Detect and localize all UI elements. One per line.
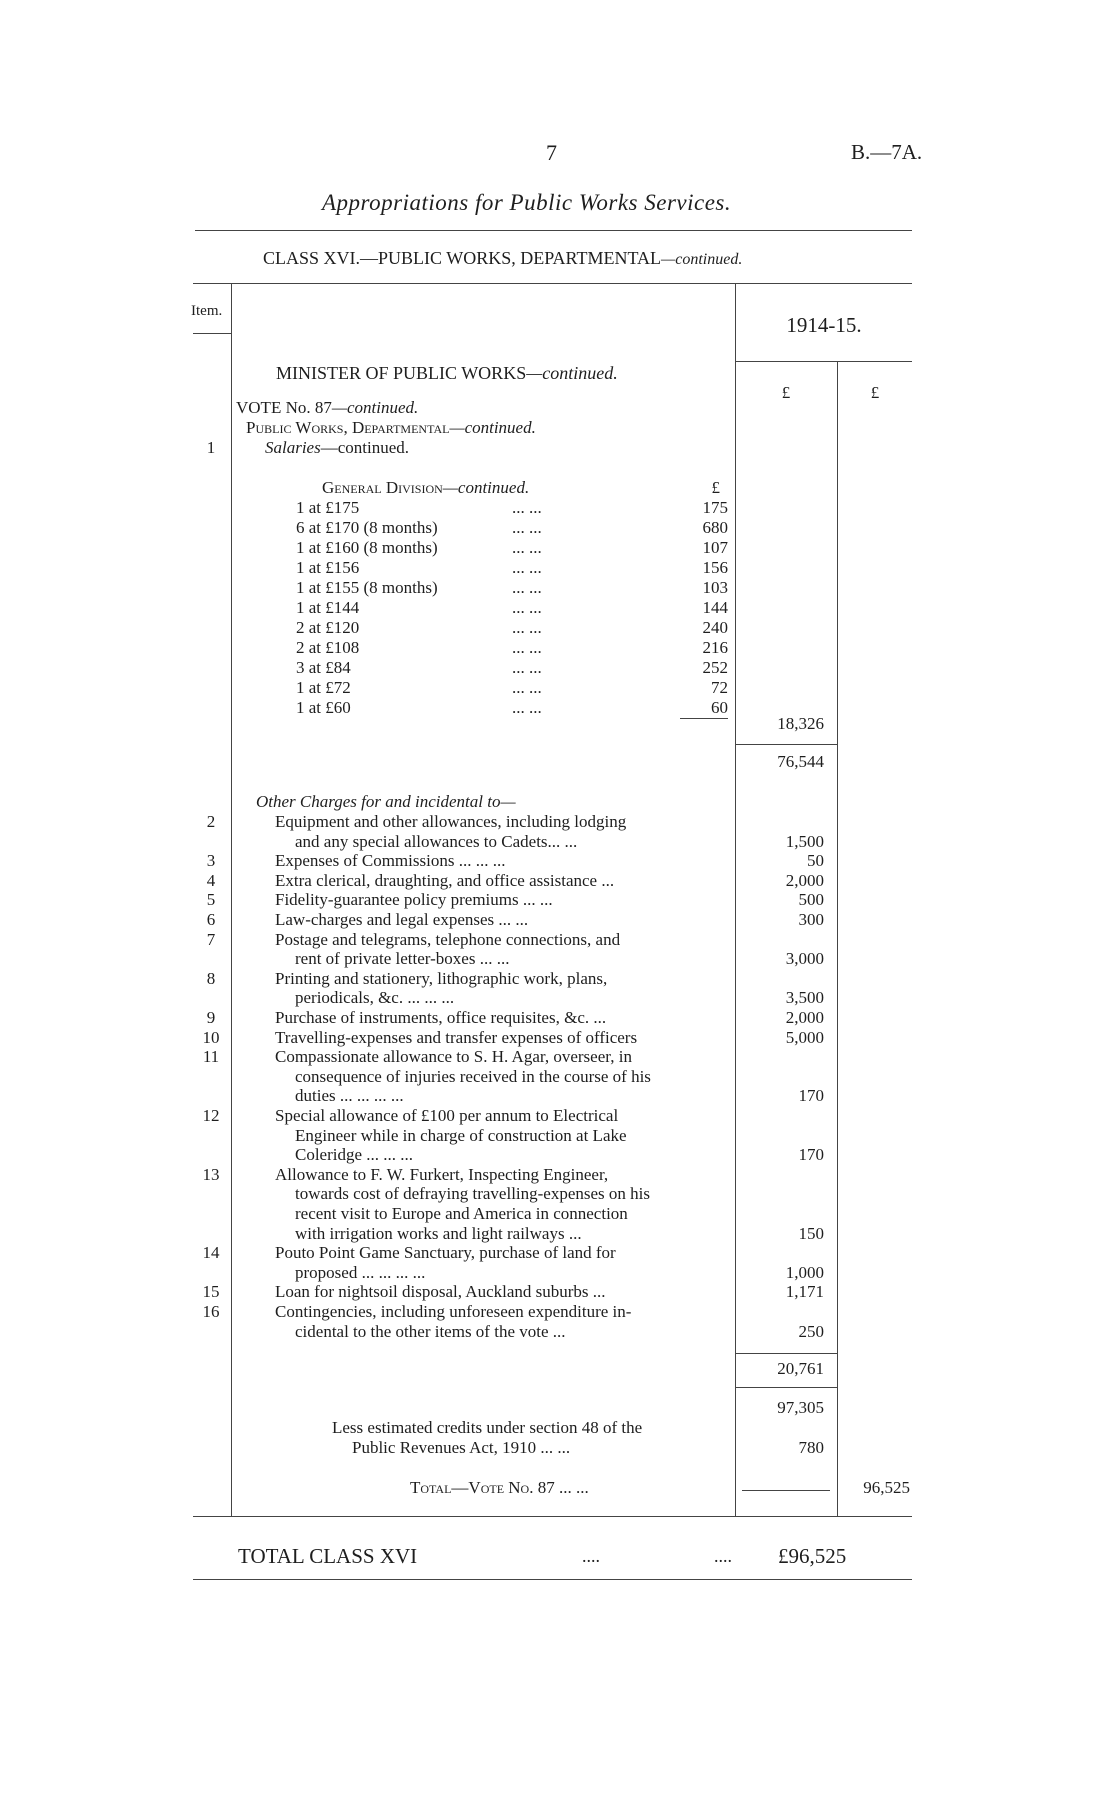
charge-item-amount: 1,171 (785, 1282, 824, 1301)
charge-item-amount: 500 (798, 890, 824, 909)
class-total-dots-2: .... (714, 1546, 732, 1566)
charge-item-text: Engineer while in charge of construction at Lake (295, 1126, 627, 1145)
charge-item-amount: 170 (798, 1086, 824, 1105)
charge-item-amount: 170 (798, 1145, 824, 1164)
charge-item-number: 5 (206, 890, 216, 909)
salary-row-dots: ... ... (512, 698, 542, 717)
salary-row-amount: 252 (702, 658, 728, 677)
charge-item-number: 10 (202, 1028, 220, 1047)
other-charges-subtotal: 20,761 (777, 1359, 824, 1378)
charge-item-amount: 250 (798, 1322, 824, 1341)
salary-row-dots: ... ... (512, 578, 542, 597)
less-credits-line-1: Less estimated credits under section 48 of the (332, 1418, 643, 1437)
charge-item-text: duties ... ... ... ... (295, 1086, 404, 1105)
charge-item-text: Special allowance of £100 per annum to Electrical (275, 1106, 619, 1125)
charge-item-text: Purchase of instruments, office requisites, &c. ... (275, 1008, 607, 1027)
charge-item-number: 16 (202, 1302, 220, 1321)
vote-continued: —continued. (331, 398, 419, 417)
charge-item-number: 13 (202, 1165, 220, 1184)
salary-row-label: 6 at £170 (8 months) (296, 518, 438, 537)
charge-item-text: cidental to the other items of the vote ... (295, 1322, 566, 1341)
charge-item-text: proposed ... ... ... ... (295, 1263, 426, 1282)
vote-title: VOTE No. 87 (236, 398, 332, 417)
public-works-continued: —continued. (449, 418, 536, 437)
vote-total-label: Total—Vote No. 87 ... ... (410, 1478, 589, 1497)
charge-item-text: Contingencies, including unforeseen expenditure in- (275, 1302, 632, 1321)
salary-row-amount: 107 (702, 538, 728, 557)
year-column-divider (735, 283, 736, 1516)
charge-item-amount: 5,000 (785, 1028, 824, 1047)
left-border (231, 283, 232, 1516)
general-division-continued: —continued. (442, 478, 530, 497)
salary-row-label: 1 at £144 (296, 598, 360, 617)
charge-item-text: Equipment and other allowances, including lodging (275, 812, 627, 831)
other-charges-rule (735, 1353, 837, 1354)
salary-row-amount: 72 (711, 678, 728, 697)
charge-item-amount: 50 (807, 851, 824, 870)
class-total-dots-1: .... (582, 1546, 600, 1566)
gross-total: 97,305 (777, 1398, 824, 1417)
salaries-continued: —continued. (320, 438, 410, 457)
other-charges-subtotal-rule (735, 1387, 837, 1388)
salaries-subtotal: 18,326 (777, 714, 824, 733)
minister-title: MINISTER OF PUBLIC WORKS (276, 363, 527, 383)
pound-header-2: £ (870, 383, 880, 402)
page-title: Appropriations for Public Works Services. (322, 190, 732, 215)
charge-item-number: 4 (206, 871, 216, 890)
salaries-total: 76,544 (777, 752, 824, 771)
salary-row-dots: ... ... (512, 498, 542, 517)
salary-row-amount: 240 (702, 618, 728, 637)
charge-item-amount: 1,500 (785, 832, 824, 851)
salary-row-amount: 156 (702, 558, 728, 577)
item-number-1: 1 (206, 438, 216, 457)
charge-item-text: Travelling-expenses and transfer expenses of officers (275, 1028, 638, 1047)
charge-item-text: periodicals, &c. ... ... ... (295, 988, 455, 1007)
class-total-amount: £96,525 (778, 1544, 847, 1568)
charge-item-amount: 1,000 (785, 1263, 824, 1282)
class-heading-text: CLASS XVI.—PUBLIC WORKS, DEPARTMENTAL (263, 248, 662, 268)
charge-item-text: Allowance to F. W. Furkert, Inspecting Engineer, (275, 1165, 609, 1184)
vote-subheading (246, 418, 536, 438)
charge-item-amount: 3,500 (785, 988, 824, 1007)
charge-item-number: 8 (206, 969, 216, 988)
general-division-underline (680, 718, 728, 719)
class-heading-continued: —continued. (661, 251, 743, 268)
charge-item-amount: 3,000 (785, 949, 824, 968)
charge-item-text: Fidelity-guarantee policy premiums ... ... (275, 890, 553, 909)
header-rule (193, 283, 912, 284)
salary-row-dots: ... ... (512, 538, 542, 557)
charge-item-text: Compassionate allowance to S. H. Agar, overseer, in (275, 1047, 632, 1066)
charge-item-number: 12 (202, 1106, 220, 1125)
charge-item-amount: 150 (798, 1224, 824, 1243)
class-total-label: TOTAL CLASS XVI (238, 1544, 418, 1568)
charge-item-text: Printing and stationery, lithographic work, plans, (275, 969, 608, 988)
salary-row-label: 1 at £60 (296, 698, 351, 717)
salaries-label: Salaries (265, 438, 321, 457)
general-division-pound: £ (711, 478, 720, 497)
general-division-label: General Division (322, 478, 443, 497)
salary-row-dots: ... ... (512, 678, 542, 697)
charge-item-text: Coleridge ... ... ... (295, 1145, 414, 1164)
table-bottom-rule (193, 1516, 912, 1517)
vote-total-amount: 96,525 (863, 1478, 910, 1497)
charge-item-text: with irrigation works and light railways ... (295, 1224, 582, 1243)
public-works-departmental: Public Works, Departmental (246, 418, 450, 437)
charge-item-number: 15 (202, 1282, 220, 1301)
vote-heading (236, 398, 418, 418)
charge-item-amount: 2,000 (785, 1008, 824, 1027)
salary-row-amount: 60 (711, 698, 728, 717)
salary-row-label: 3 at £84 (296, 658, 351, 677)
vote-total-dash (742, 1490, 830, 1491)
minister-heading (276, 363, 618, 383)
pound-column-divider (837, 362, 838, 1516)
salary-row-dots: ... ... (512, 598, 542, 617)
salary-row-dots: ... ... (512, 658, 542, 677)
charge-item-text: Extra clerical, draughting, and office assistance ... (275, 871, 615, 890)
salary-row-dots: ... ... (512, 518, 542, 537)
charge-item-number: 14 (202, 1243, 220, 1262)
charge-item-text: Law-charges and legal expenses ... ... (275, 910, 529, 929)
item-column-header: Item. (191, 303, 223, 319)
minister-continued: —continued. (526, 363, 618, 383)
general-division-heading (322, 478, 529, 498)
charge-item-number: 3 (206, 851, 216, 870)
charge-item-text: Loan for nightsoil disposal, Auckland suburbs ... (275, 1282, 606, 1301)
charge-item-number: 11 (202, 1047, 220, 1066)
doc-reference: B.—7A. (851, 140, 923, 164)
salary-row-dots: ... ... (512, 558, 542, 577)
salaries-heading (265, 438, 409, 458)
salary-row-label: 2 at £108 (296, 638, 360, 657)
less-credits-amount: 780 (798, 1438, 824, 1457)
less-credits-line-2: Public Revenues Act, 1910 ... ... (352, 1438, 571, 1457)
salary-row-label: 1 at £175 (296, 498, 360, 517)
charge-item-number: 2 (206, 812, 216, 831)
year-column-header: 1914-15. (786, 313, 862, 337)
salary-row-amount: 103 (702, 578, 728, 597)
charge-item-text: rent of private letter-boxes ... ... (295, 949, 510, 968)
charge-item-text: towards cost of defraying travelling-expenses on his (295, 1184, 651, 1203)
page-bottom-rule (193, 1579, 912, 1580)
salary-row-amount: 175 (702, 498, 728, 517)
salary-row-amount: 216 (702, 638, 728, 657)
page-number: 7 (546, 140, 557, 165)
charge-item-text: Expenses of Commissions ... ... ... (275, 851, 506, 870)
charge-item-amount: 300 (798, 910, 824, 929)
charge-item-text: Pouto Point Game Sanctuary, purchase of land for (275, 1243, 616, 1262)
salary-row-amount: 144 (702, 598, 728, 617)
charge-item-amount: 2,000 (785, 871, 824, 890)
charge-item-text: Postage and telegrams, telephone connections, and (275, 930, 621, 949)
salaries-subtotal-rule (735, 744, 837, 745)
year-header-rule (735, 361, 912, 362)
pound-header-1: £ (781, 383, 791, 402)
charge-item-number: 7 (206, 930, 216, 949)
title-rule (195, 230, 912, 231)
charge-item-number: 6 (206, 910, 216, 929)
charge-item-text: and any special allowances to Cadets... ... (295, 832, 578, 851)
salary-row-label: 1 at £156 (296, 558, 360, 577)
salary-row-label: 1 at £72 (296, 678, 351, 697)
charge-item-number: 9 (206, 1008, 216, 1027)
other-charges-heading: Other Charges for and incidental to— (256, 792, 516, 811)
item-header-underline (193, 333, 231, 334)
class-heading (263, 248, 742, 270)
salary-row-dots: ... ... (512, 638, 542, 657)
salary-row-dots: ... ... (512, 618, 542, 637)
charge-item-text: consequence of injuries received in the course of his (295, 1067, 651, 1086)
salary-row-label: 1 at £160 (8 months) (296, 538, 438, 557)
salary-row-amount: 680 (702, 518, 728, 537)
salary-row-label: 1 at £155 (8 months) (296, 578, 438, 597)
salary-row-label: 2 at £120 (296, 618, 360, 637)
charge-item-text: recent visit to Europe and America in connection (295, 1204, 628, 1223)
